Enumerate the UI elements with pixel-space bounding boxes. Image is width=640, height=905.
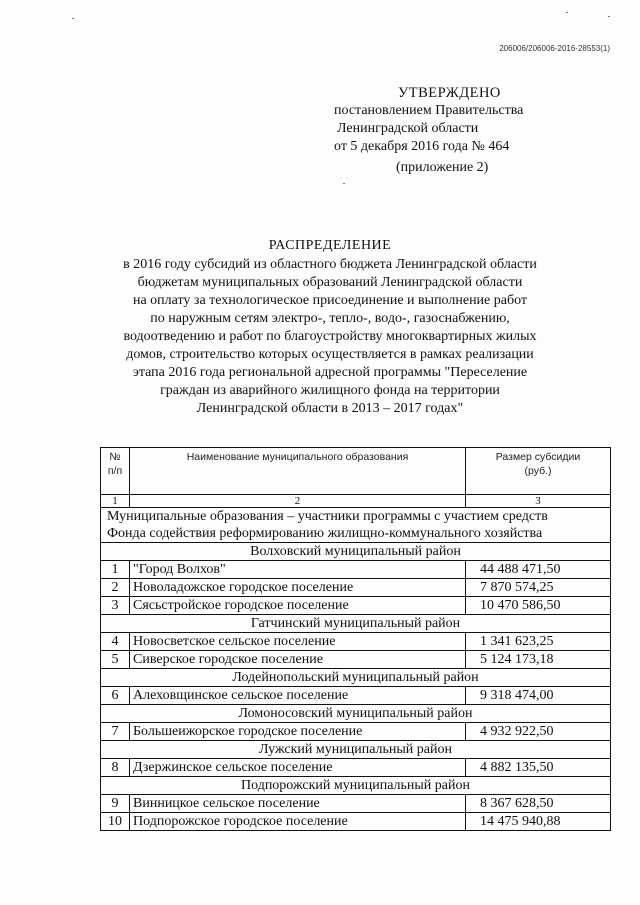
region-name: Лодейнопольский муниципальный район (101, 669, 611, 687)
municipality-name: "Город Волхов" (130, 561, 466, 579)
row-number: 7 (101, 723, 130, 741)
header-name: Наименование муниципального образования (130, 448, 466, 495)
section-title-line: Муниципальные образования – участники программы с участием средств (107, 509, 548, 524)
region-row (101, 705, 611, 723)
column-numbers-row (101, 495, 611, 508)
municipality-name: Алеховщинское сельское поселение (130, 687, 466, 705)
region-name: Подпорожский муниципальный район (101, 777, 611, 795)
subsidy-amount: 7 870 574,25 (466, 579, 611, 597)
table-row (101, 633, 611, 651)
document-title: РАСПРЕДЕЛЕНИЕ (268, 238, 392, 253)
table-row (101, 795, 611, 813)
subsidy-amount: 4 882 135,50 (466, 759, 611, 777)
table-row (101, 723, 611, 741)
subtitle-line: Ленинградской области в 2013 – 2017 годах" (196, 401, 464, 416)
table-row (101, 561, 611, 579)
subtitle-line: водоотведению и работ по благоустройству многоквартирных жилых (123, 329, 537, 344)
row-number: 2 (101, 579, 130, 597)
row-number: 8 (101, 759, 130, 777)
table-header (101, 448, 611, 495)
region-name: Ломоносовский муниципальный район (101, 705, 611, 723)
column-number: 1 (101, 495, 130, 508)
table-row (101, 813, 611, 831)
subsidy-amount: 14 475 940,88 (466, 813, 611, 831)
approval-line-4: от 5 декабря 2016 года № 464 (334, 139, 510, 154)
subsidy-amount: 9 318 474,00 (466, 687, 611, 705)
subtitle-line: граждан из аварийного жилищного фонда на территории (160, 383, 500, 398)
subtitle-line: по наружным сетям электро-, тепло-, водо-, газоснабжению, (150, 311, 510, 326)
region-name: Волховский муниципальный район (101, 543, 611, 561)
subtitle-line: бюджетам муниципальных образований Ленинградской области (137, 275, 523, 290)
region-row (101, 615, 611, 633)
region-name: Лужский муниципальный район (101, 741, 611, 759)
document-id: 206006/206006-2016-28553(1) (499, 44, 610, 53)
row-number: 3 (101, 597, 130, 615)
table-row (101, 687, 611, 705)
row-number: 5 (101, 651, 130, 669)
approval-line-2: постановлением Правительства (334, 103, 524, 118)
subsidy-amount: 8 367 628,50 (466, 795, 611, 813)
row-number: 4 (101, 633, 130, 651)
subsidy-table (100, 447, 611, 831)
municipality-name: Новосветское сельское поселение (130, 633, 466, 651)
region-row (101, 543, 611, 561)
header-amount: Размер субсидии (руб.) (466, 448, 611, 495)
approval-heading: УТВЕРЖДЕНО (398, 85, 501, 101)
municipality-name: Подпорожское городское поселение (130, 813, 466, 831)
section-title-line: Фонда содействия реформированию жилищно-коммунального хозяйства (107, 526, 543, 541)
subsidy-amount: 4 932 922,50 (466, 723, 611, 741)
region-row (101, 741, 611, 759)
subtitle-line: в 2016 году субсидий из областного бюджета Ленинградской области (123, 257, 537, 272)
header-number: № п/п (101, 448, 130, 495)
municipality-name: Новоладожское городское поселение (130, 579, 466, 597)
subsidy-amount: 10 470 586,50 (466, 597, 611, 615)
municipality-name: Сиверское городское поселение (130, 651, 466, 669)
municipality-name: Сясьстройское городское поселение (130, 597, 466, 615)
row-number: 10 (101, 813, 130, 831)
approval-line-5: (приложение 2) (396, 160, 489, 175)
row-number: 6 (101, 687, 130, 705)
section-row (101, 508, 611, 543)
table-row (101, 597, 611, 615)
row-number: 1 (101, 561, 130, 579)
municipality-name: Большеижорское городское поселение (130, 723, 466, 741)
subsidy-amount: 5 124 173,18 (466, 651, 611, 669)
subsidy-amount: 1 341 623,25 (466, 633, 611, 651)
region-name: Гатчинский муниципальный район (101, 615, 611, 633)
table-row (101, 579, 611, 597)
subtitle-line: этапа 2016 года региональной адресной программы "Переселение (132, 365, 528, 380)
subsidy-amount: 44 488 471,50 (466, 561, 611, 579)
table-row (101, 759, 611, 777)
table-row (101, 651, 611, 669)
approval-line-3: Ленинградской области (337, 121, 479, 136)
column-number: 3 (466, 495, 611, 508)
region-row (101, 669, 611, 687)
document-headline (100, 237, 560, 418)
municipality-name: Дзержинское сельское поселение (130, 759, 466, 777)
approval-stamp (334, 84, 584, 177)
subtitle-line: домов, строительство которых осуществляется в рамках реализации (126, 347, 534, 362)
column-number: 2 (130, 495, 466, 508)
municipality-name: Винницкое сельское поселение (130, 795, 466, 813)
row-number: 9 (101, 795, 130, 813)
region-row (101, 777, 611, 795)
subtitle-line: на оплату за технологическое присоединение и выполнение работ (132, 293, 528, 308)
